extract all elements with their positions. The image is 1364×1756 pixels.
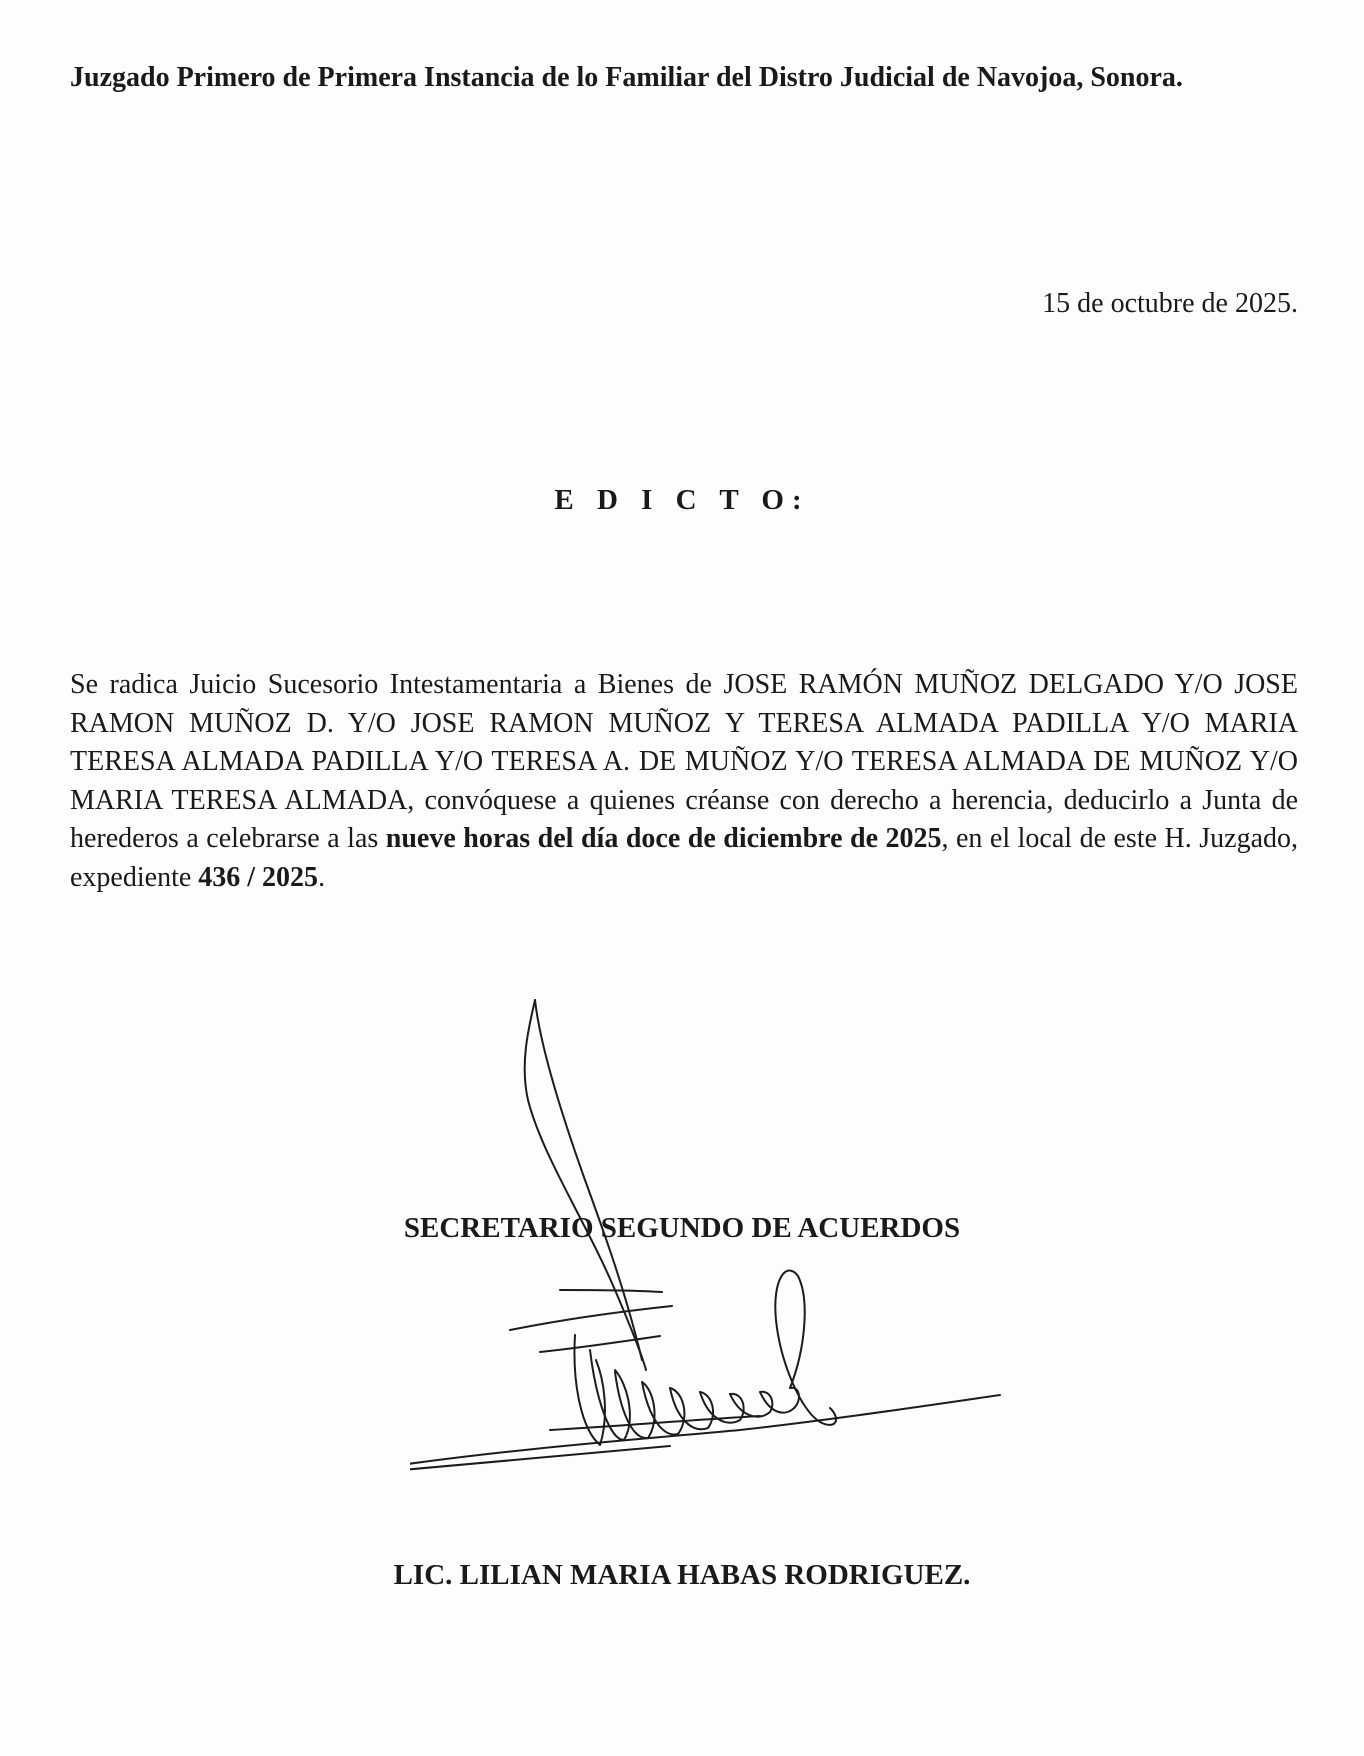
document-title: E D I C T O: bbox=[554, 484, 810, 516]
edict-body-middle: , en el local de este H. Juzgado, expediente bbox=[70, 823, 1299, 893]
document-date: 15 de octubre de 2025. bbox=[1042, 288, 1298, 319]
edict-body-end: . bbox=[318, 861, 326, 893]
handwritten-signature bbox=[410, 990, 1010, 1510]
court-header: Juzgado Primero de Primera Instancia de lo Familiar del Distro Judicial de Navojoa, Sonora. bbox=[70, 62, 1183, 93]
signer-name: LIC. LILIAN MARIA HABAS RODRIGUEZ. bbox=[393, 1559, 971, 1591]
edict-body bbox=[70, 666, 1298, 897]
edict-body-intro: Se radica Juicio Sucesorio Intestamentaria a Bienes de JOSE RAMÓN MUÑOZ DELGADO Y/O JOSE RAMON MUÑOZ D. Y/O JOSE RAMON MUÑOZ Y TERESA ALMADA PADILLA Y/O MARIA TERESA ALMADA PADILLA Y/O TERESA A. DE MUÑOZ Y/O TERESA ALMADA DE MUÑOZ Y/O MARIA TERESA ALMADA, convóquese a quienes créanse con derecho a herencia, deducirlo a Junta de herederos a celebrarse a las bbox=[70, 669, 1298, 854]
secretary-role: SECRETARIO SEGUNDO DE ACUERDOS bbox=[403, 1212, 961, 1244]
case-number: 436 / 2025 bbox=[198, 861, 319, 893]
hearing-time: nueve horas del día doce de diciembre de 2025 bbox=[385, 823, 942, 854]
